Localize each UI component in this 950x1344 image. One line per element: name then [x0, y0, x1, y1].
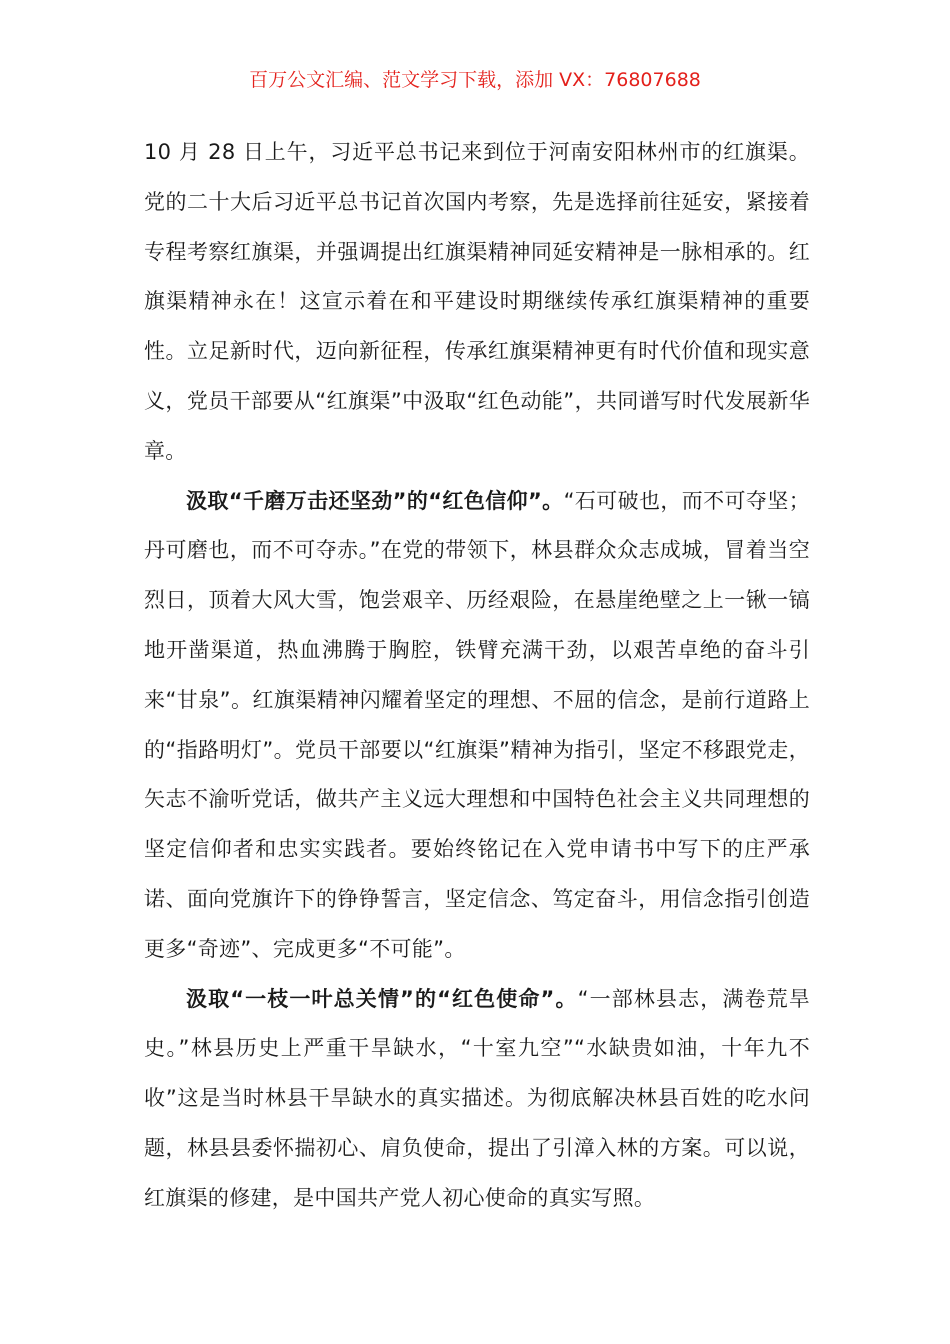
document-body — [144, 128, 810, 1224]
section-heading-red-faith: 汲取“千磨万击还坚劲”的“红色信仰”。 — [186, 488, 564, 513]
paragraph-red-mission — [144, 975, 810, 1224]
paragraph-red-faith-text: “石可破也，而不可夺坚；丹可磨也，而不可夺赤。”在党的带领下，林县群众众志成城，冒着当空烈日，顶着大风大雪，饱尝艰辛、历经艰险，在悬崖绝壁之上一锹一镐地开凿渠道，热血沸腾于胸腔，铁臂充满干劲，以艰苦卓绝的奋斗引来“甘泉”。红旗渠精神闪耀着坚定的理想、不屈的信念，是前行道路上的“指路明灯”。党员干部要以“红旗渠”精神为指引，坚定不移跟党走，矢志不渝听党话，做共产主义远大理想和中国特色社会主义共同理想的坚定信仰者和忠实实践者。要始终铭记在入党申请书中写下的庄严承诺、面向党旗许下的铮铮誓言，坚定信念、笃定奋斗，用信念指引创造更多“奇迹”、完成更多“不可能”。 — [144, 488, 810, 961]
section-heading-red-mission: 汲取“一枝一叶总关情”的“红色使命”。 — [186, 986, 578, 1011]
paragraph-red-faith — [144, 477, 810, 975]
paragraph-intro-text: 10 月 28 日上午，习近平总书记来到位于河南安阳林州市的红旗渠。党的二十大后习近平总书记首次国内考察，先是选择前往延安，紧接着专程考察红旗渠，并强调提出红旗渠精神同延安精神是一脉相承的。红旗渠精神永在！这宣示着在和平建设时期继续传承红旗渠精神的重要性。立足新时代，迈向新征程，传承红旗渠精神更有时代价值和现实意义，党员干部要从“红旗渠”中汲取“红色动能”，共同谱写时代发展新华章。 — [144, 140, 810, 463]
page-header-watermark: 百万公文汇编、范文学习下载，添加 VX：76807688 — [249, 69, 701, 91]
paragraph-intro — [144, 128, 810, 477]
paragraph-red-mission-text: “一部林县志，满卷荒旱史。”林县历史上严重干旱缺水，“十室九空”“水缺贵如油，十年九不收”这是当时林县干旱缺水的真实描述。为彻底解决林县百姓的吃水问题，林县县委怀揣初心、肩负使命，提出了引漳入林的方案。可以说，红旗渠的修建，是中国共产党人初心使命的真实写照。 — [144, 986, 811, 1210]
